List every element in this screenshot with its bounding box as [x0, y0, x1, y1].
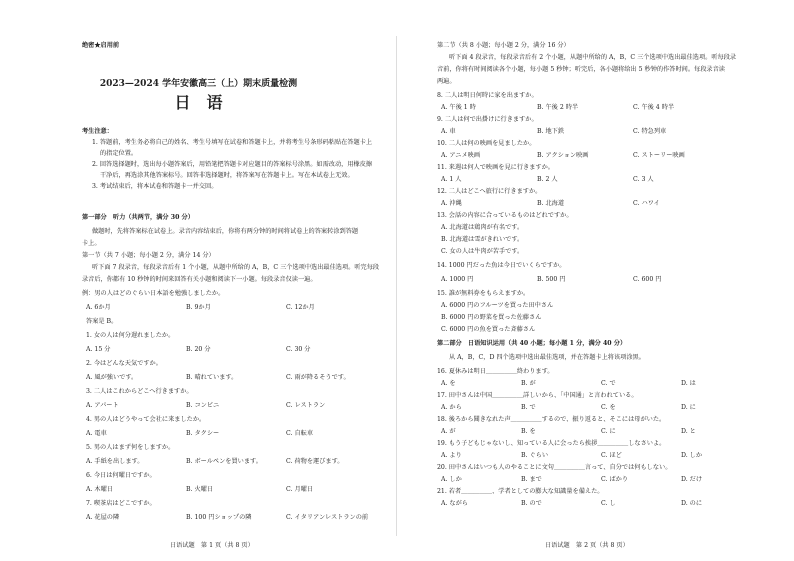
- option-c: C. 女の人は牛肉が苦手です。: [441, 248, 524, 255]
- option-c: C. イタリアンレストランの前: [286, 514, 369, 521]
- option-b: B. 6000 円の野菜を買った佐藤さん: [441, 314, 542, 321]
- option-c: C. 自転車: [286, 430, 314, 437]
- notice-line: 2. 回答选择题时，选出每小题答案后，用铅笔把答题卡对应题目的答案标号涂黑。如需改动，用橡皮擦: [92, 161, 373, 168]
- option-c: C. ハワイ: [633, 200, 660, 207]
- exam-title: 2023—2024 学年安徽高三（上）期末质量检测: [99, 79, 298, 89]
- option-c: C. レストラン: [286, 402, 326, 409]
- option-c: C. 荷物を運びます。: [286, 458, 344, 465]
- option-b: B. で: [521, 404, 536, 411]
- section1-intro: 听下面 7 段录音，每段录音后有 1 个小题，从题中所给的 A，B，C 三个选项中选出最佳选项。听完每段: [92, 264, 380, 271]
- question-16: 16. 夏休みは明日＿＿＿＿＿終わります。: [437, 368, 554, 375]
- option-d: D. だけ: [681, 476, 703, 483]
- option-a: A. 1 人: [441, 176, 462, 183]
- notice-line: 3. 考试结束后，将本试卷和答题卡一并交回。: [92, 183, 218, 190]
- part2-intro: 从 A，B，C，D 四个选项中选出最佳选项，并在答题卡上将该项涂黑。: [449, 354, 645, 361]
- option-b: B. 午後 2 時半: [537, 104, 579, 111]
- option-c: C. 月曜日: [286, 486, 314, 493]
- option-a: A. 車: [441, 128, 456, 135]
- question-3: 3. 二人はこれからどこへ行きますか。: [86, 388, 193, 395]
- option-a: A. 沖縄: [441, 200, 462, 207]
- part1-title: 第一部分 听力（共两节，满分 30 分）: [82, 214, 194, 221]
- option-b: B. を: [521, 428, 536, 435]
- option-b: B. 100 円ショップの隣: [186, 514, 252, 521]
- section2-intro: 两遍。: [437, 78, 456, 85]
- question-20: 20. 田中さんはいつも人のやることに文句＿＿＿＿＿言って、自分では何もしない。: [437, 464, 672, 471]
- exam-page-2: [397, 0, 794, 561]
- example-option-a: A. 6か月: [86, 304, 111, 311]
- option-b: B. 地下鉄: [537, 128, 565, 135]
- section2-title: 第二节（共 8 小题；每小题 2 分，满分 16 分）: [437, 42, 570, 49]
- option-b: B. 晴れています。: [186, 374, 238, 381]
- question-21: 21. 若者＿＿＿＿＿、学者としての膨大な知識量を備えた。: [437, 488, 604, 495]
- option-a: A. 花屋の隣: [86, 514, 120, 521]
- option-b: B. 20 分: [186, 346, 211, 353]
- option-a: A. 手紙を出します。: [86, 458, 144, 465]
- question-13: 13. 会話の内容に合っているものはどれですか。: [437, 212, 573, 219]
- example-answer: 答案是 B。: [86, 318, 118, 325]
- option-a: A. しか: [441, 476, 462, 483]
- option-b: B. まで: [521, 476, 542, 483]
- page-footer: 日语试题 第 1 页（共 8 页）: [170, 542, 254, 549]
- option-c: C. ストーリー映画: [633, 152, 685, 159]
- part1-intro: 做题时，先将答案标在试卷上。录音内容结束后，你将有两分钟的时间将试卷上的答案转涂到答题: [92, 228, 359, 235]
- option-c: C. ばかり: [601, 476, 629, 483]
- page-footer: 日语试题 第 2 页（共 8 页）: [545, 542, 629, 549]
- option-c: C. ほど: [601, 452, 622, 459]
- option-c: C. 30 分: [286, 346, 311, 353]
- option-a: A. 15 分: [86, 346, 111, 353]
- option-d: D. に: [681, 404, 696, 411]
- option-c: C. 6000 円の魚を買った斉藤さん: [441, 326, 536, 333]
- option-c: C. し: [601, 500, 616, 507]
- example-option-b: B. 9か月: [186, 304, 211, 311]
- question-5: 5. 男の人はまず何をしますか。: [86, 444, 175, 451]
- option-d: D. と: [681, 428, 696, 435]
- option-c: C. 3 人: [633, 176, 654, 183]
- option-d: D. は: [681, 380, 696, 387]
- notice-line: 1. 答题前，考生务必将自己的姓名、考生号填写在试卷和答题卡上，并将考生号条形码粘贴在答题卡上: [92, 139, 373, 146]
- option-d: D. のに: [681, 500, 703, 507]
- option-a: A. 6000 円のフルーツを買った田中さん: [441, 302, 554, 309]
- option-c: C. に: [601, 428, 616, 435]
- question-9: 9. 二人は何で出掛けに行きますか。: [437, 116, 538, 123]
- option-b: B. 2 人: [537, 176, 558, 183]
- option-a: A. から: [441, 404, 462, 411]
- notice-line: 的指定位置。: [100, 150, 138, 157]
- example-question: 例：男の人はどのぐらい日本語を勉強しましたか。: [82, 290, 225, 297]
- question-17: 17. 田中さんは中国＿＿＿＿＿詳しいから、「中国通」と言われている。: [437, 392, 638, 399]
- notice-line: 干净后，再选涂其他答案标号。回答非选择题时，将答案写在答题卡上。写在本试卷上无效。: [100, 172, 354, 179]
- option-c: C. 600 円: [633, 276, 662, 283]
- question-10: 10. 二人は何の映画を見ましたか。: [437, 140, 536, 147]
- confidential-label: 绝密★启用前: [82, 42, 120, 49]
- option-c: C. で: [601, 380, 616, 387]
- question-19: 19. もう子どもじゃないし、知っている人に会ったら挨拶＿＿＿＿＿しなさいよ。: [437, 440, 666, 447]
- section1-title: 第一节（共 7 小题；每小题 2 分，满分 14 分）: [82, 252, 215, 259]
- option-a: A. を: [441, 380, 456, 387]
- question-14: 14. 1000 円だった魚は今日でいくらですか。: [437, 262, 566, 269]
- option-d: D. しか: [681, 452, 703, 459]
- section2-intro: 听下面 4 段录音，每段录音后有 2 个小题，从题中所给的 A，B，C 三个选项中选出最佳选项。听每段录: [449, 54, 737, 61]
- section2-intro: 音前，你将有时间阅读各个小题，每小题 5 秒钟；听完后，各小题将给出 5 秒钟的作答时间。每段录音读: [437, 66, 725, 73]
- question-7: 7. 喫茶店はどこですか。: [86, 500, 156, 507]
- option-c: C. 特急列車: [633, 128, 667, 135]
- question-4: 4. 男の人はどうやって会社に来ましたか。: [86, 416, 206, 423]
- option-a: A. より: [441, 452, 462, 459]
- option-a: A. アニメ映画: [441, 152, 481, 159]
- option-b: B. ボールペンを買います。: [186, 458, 262, 465]
- option-a: A. アパート: [86, 402, 119, 409]
- option-c: C. 雨が降るそうです。: [286, 374, 350, 381]
- option-a: A. 風が強いです。: [86, 374, 138, 381]
- notice-title: 考生注意：: [82, 128, 113, 135]
- option-a: A. が: [441, 428, 456, 435]
- option-b: B. 北海道: [537, 200, 565, 207]
- option-b: B. ぐらい: [521, 452, 549, 459]
- option-a: A. 午後 1 時: [441, 104, 476, 111]
- section1-intro: 录音后，你都有 10 秒钟的时间来回答有关小题和阅读下一小题。每段录音仅读一遍。: [82, 276, 317, 283]
- option-a: A. 1000 円: [441, 276, 474, 283]
- question-15: 15. 誰が無料券をもらえますか。: [437, 290, 530, 297]
- option-a: A. 木曜日: [86, 486, 113, 493]
- option-a: A. ながら: [441, 500, 468, 507]
- option-b: B. タクシー: [186, 430, 220, 437]
- option-b: B. 北海道は雪がきれいです。: [441, 236, 524, 243]
- option-b: B. アクション映画: [537, 152, 589, 159]
- question-11: 11. 来週は何人で映画を見に行きますか。: [437, 164, 554, 171]
- option-b: B. 500 円: [537, 276, 566, 283]
- option-b: B. ので: [521, 500, 542, 507]
- option-a: A. 電車: [86, 430, 107, 437]
- option-a: A. 北海道は鶏肉が有名です。: [441, 224, 524, 231]
- example-option-c: C. 12か月: [286, 304, 315, 311]
- part1-intro: 卡上。: [82, 240, 101, 247]
- option-b: B. が: [521, 380, 536, 387]
- option-c: C. 午後 4 時半: [633, 104, 675, 111]
- subject-title: 日 语: [174, 93, 223, 112]
- option-b: B. コンビニ: [186, 402, 220, 409]
- question-12: 12. 二人はどこへ旅行に行きますか。: [437, 188, 542, 195]
- option-b: B. 火曜日: [186, 486, 214, 493]
- question-18: 18. 後ろから聞きなれた声＿＿＿＿＿するので、振り返ると、そこには母がいた。: [437, 416, 666, 423]
- question-8: 8. 二人は明日何時に家を出ますか。: [437, 92, 538, 99]
- part2-title: 第二部分 日语知识运用（共 40 小题；每小题 1 分，满分 40 分）: [437, 340, 627, 347]
- question-1: 1. 女の人は何分遅れましたか。: [86, 332, 175, 339]
- option-c: C. を: [601, 404, 616, 411]
- question-2: 2. 今はどんな天気ですか。: [86, 360, 162, 367]
- question-6: 6. 今日は何曜日ですか。: [86, 472, 156, 479]
